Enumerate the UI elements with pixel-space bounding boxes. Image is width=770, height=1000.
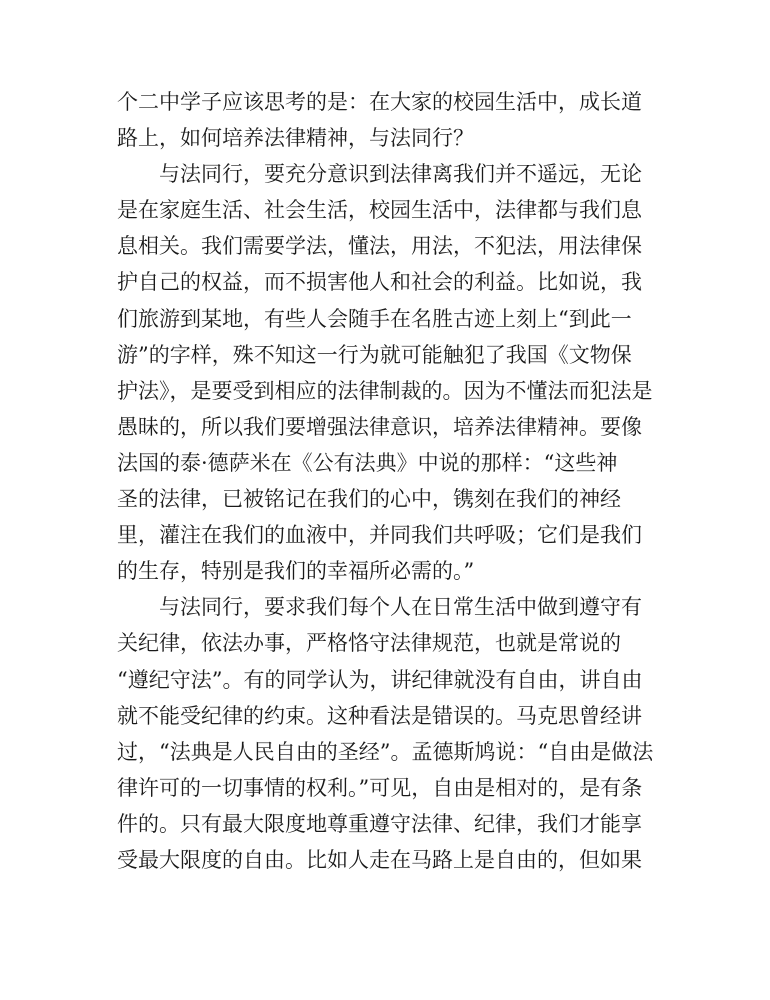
text-line: 圣的法律，已被铭记在我们的心中，镌刻在我们的神经 — [117, 487, 621, 512]
text-line: 们旅游到某地，有些人会随手在名胜古迹上刻上“到此一 — [117, 306, 632, 331]
paragraph-start-line: 与法同行，要充分意识到法律离我们并不遥远，无论 — [159, 162, 642, 187]
text-line: 愚昧的，所以我们要增强法律意识，培养法律精神。要像 — [117, 414, 642, 439]
text-line: 的生存，特别是我们的幸福所必需的。” — [117, 559, 475, 584]
paragraph-start-line: 与法同行，要求我们每个人在日常生活中做到遵守有 — [159, 595, 642, 620]
text-line: 里，灌注在我们的血液中，并同我们共呼吸；它们是我们 — [117, 523, 642, 548]
text-line: “遵纪守法”。有的同学认为，讲纪律就没有自由，讲自由 — [117, 667, 643, 692]
text-line: 件的。只有最大限度地尊重遵守法律、纪律，我们才能享 — [117, 811, 642, 836]
body-text — [117, 84, 657, 878]
text-line: 游”的字样，殊不知这一行为就可能触犯了我国《文物保 — [117, 342, 632, 367]
text-line: 护法》，是要受到相应的法律制裁的。因为不懂法而犯法是 — [117, 378, 653, 403]
text-line: 路上，如何培养法律精神，与法同行？ — [117, 126, 474, 151]
text-line: 法国的泰·德萨米在《公有法典》中说的那样：“这些神 — [117, 450, 618, 475]
text-line: 是在家庭生活、社会生活，校园生活中，法律都与我们息 — [117, 198, 642, 223]
text-line: 息相关。我们需要学法，懂法，用法，不犯法，用法律保 — [117, 234, 642, 259]
text-line: 受最大限度的自由。比如人走在马路上是自由的，但如果 — [117, 847, 642, 872]
text-line: 就不能受纪律的约束。这种看法是错误的。马克思曾经讲 — [117, 703, 642, 728]
text-line: 关纪律，依法办事，严格恪守法律规范，也就是常说的 — [117, 631, 621, 656]
text-line: 个二中学子应该思考的是：在大家的校园生活中，成长道 — [117, 90, 642, 114]
text-line: 过，“法典是人民自由的圣经”。孟德斯鸠说：“自由是做法 — [117, 739, 654, 764]
text-line: 律许可的一切事情的权利。”可见，自由是相对的，是有条 — [117, 775, 643, 800]
text-line: 护自己的权益，而不损害他人和社会的利益。比如说，我 — [117, 270, 642, 295]
